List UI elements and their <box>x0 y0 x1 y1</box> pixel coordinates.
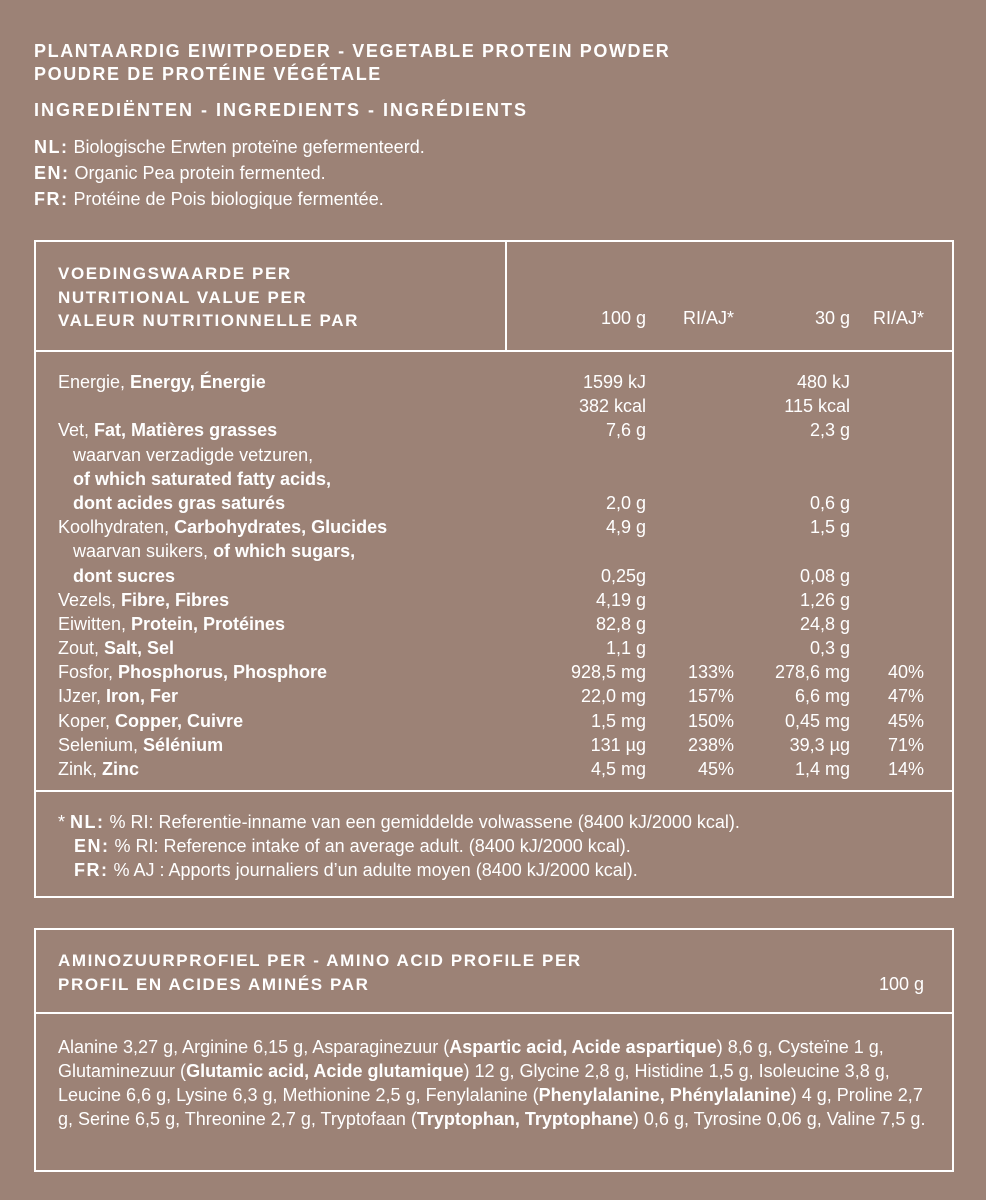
ingredient-text-nl: Biologische Erwten proteïne gefermenteerd. <box>68 137 425 157</box>
product-title-fr: POUDRE DE PROTÉINE VÉGÉTALE <box>34 64 382 84</box>
product-title: PLANTAARDIG EIWITPOEDER - VEGETABLE PROTEIN POWDER <box>34 41 671 61</box>
value-100g: 0,25g <box>600 565 646 586</box>
value-30g: 1,4 mg <box>794 759 850 779</box>
nutrient-name-nl: IJzer, <box>58 686 107 707</box>
value-30g: 0,08 g <box>799 565 850 586</box>
nutrition-title-fr: VALEUR NUTRITIONNELLE PAR <box>58 311 359 330</box>
footnote-lang-nl: NL: <box>70 812 105 832</box>
nutrient-label <box>73 539 355 563</box>
value-30g: 2,3 g <box>809 420 850 441</box>
ri-30g: 14% <box>887 759 924 779</box>
nutrient-name-en-fr: Protein, Protéines <box>131 613 286 634</box>
nutrient-name-en-fr: Iron, Fer <box>106 686 179 707</box>
nutrition-row <box>36 515 952 539</box>
value-30g: 0,45 mg <box>784 710 850 731</box>
value-30g: 115 kcal <box>784 396 850 417</box>
nutrient-name-nl: Vet, <box>58 420 95 441</box>
col-30g: 30 g <box>814 308 850 328</box>
nutrient-label <box>58 370 266 394</box>
amino-text-segment: ) 0,6 g, Tyrosine 0,06 g, Valine 7,5 g. <box>632 1109 926 1129</box>
value-30g: 1,26 g <box>799 589 850 610</box>
lang-code-nl: NL: <box>34 137 69 157</box>
nutrition-table <box>34 240 954 898</box>
ingredient-text-fr: Protéine de Pois biologique fermentée. <box>68 189 384 209</box>
value-100g: 4,19 g <box>595 589 646 610</box>
value-100g: 1,5 mg <box>590 710 646 731</box>
amino-text-segment: ) 4 g, Proline 2,7 g, Serine 6,5 g, Threonine 2,7 g, Tryptofaan ( <box>58 1085 923 1129</box>
nutrient-name-en-fr: Copper, Cuivre <box>115 710 244 731</box>
ingredients-heading: INGREDIËNTEN - INGREDIENTS - INGRÉDIENTS <box>34 100 529 120</box>
nutrition-row <box>36 564 952 588</box>
value-30g: 0,3 g <box>809 638 850 659</box>
ri-100g: 157% <box>687 686 734 707</box>
nutrient-name-nl: waarvan suikers, <box>73 541 214 562</box>
nutrient-label <box>73 491 285 515</box>
value-30g: 480 kJ <box>796 372 850 392</box>
nutrition-row <box>36 709 952 733</box>
nutrition-row <box>36 588 952 612</box>
ri-30g: 71% <box>887 734 924 755</box>
footnote-text-fr: % AJ : Apports journaliers d’un adulte moyen (8400 kJ/2000 kcal). <box>108 860 638 880</box>
ri-30g: 45% <box>887 710 924 731</box>
nutrition-row <box>36 612 952 636</box>
value-100g: 1,1 g <box>605 638 646 659</box>
ri-30g: 47% <box>887 686 924 707</box>
nutrient-name-en-fr: Zinc <box>102 759 140 779</box>
amino-acid-list <box>58 1035 938 1131</box>
nutrient-label <box>58 612 285 636</box>
nutrient-name-nl: Eiwitten, <box>58 613 132 634</box>
footnote-lang-fr: FR: <box>74 860 109 880</box>
nutrient-name-en-fr: Salt, Sel <box>104 638 175 659</box>
ingredient-en <box>34 160 954 186</box>
col-100g: 100 g <box>600 308 646 328</box>
nutrition-title <box>58 262 359 333</box>
nutrition-title-en: NUTRITIONAL VALUE PER <box>58 287 308 307</box>
footnote-fr <box>74 858 638 882</box>
nutrition-row <box>36 418 952 442</box>
value-30g: 1,5 g <box>809 517 850 538</box>
nutrient-name-nl: Zout, <box>58 638 105 659</box>
value-100g: 22,0 mg <box>580 686 646 707</box>
amino-unit: 100 g <box>878 974 924 994</box>
value-100g: 382 kcal <box>578 396 646 417</box>
amino-name-en-fr: Tryptophan, Tryptophane <box>416 1109 633 1129</box>
ingredient-fr <box>34 186 954 212</box>
nutrient-name-nl: Fosfor, <box>58 662 119 683</box>
nutrient-label <box>58 709 243 733</box>
amino-table-header <box>36 930 952 1014</box>
value-30g: 0,6 g <box>809 492 850 513</box>
nutrient-name-nl: Koper, <box>58 710 116 731</box>
footnote-text-nl: % RI: Referentie-inname van een gemiddelde volwassene (8400 kJ/2000 kcal). <box>104 812 740 832</box>
nutrition-row <box>36 370 952 394</box>
nutrient-label <box>58 636 174 660</box>
value-100g: 7,6 g <box>605 420 646 441</box>
lang-code-fr: FR: <box>34 189 69 209</box>
value-30g: 39,3 µg <box>789 734 850 755</box>
value-30g: 6,6 mg <box>794 686 850 707</box>
nutrient-label <box>73 443 313 467</box>
ri-100g: 133% <box>687 662 734 683</box>
nutrient-name-en-fr: of which sugars, <box>213 541 356 562</box>
value-100g: 82,8 g <box>595 613 646 634</box>
footnote-text-en: % RI: Reference intake of an average adult. (8400 kJ/2000 kcal). <box>109 836 631 856</box>
nutrient-label <box>58 418 277 442</box>
amino-title-line2: PROFIL EN ACIDES AMINÉS PAR <box>58 975 370 994</box>
value-100g: 2,0 g <box>605 492 646 513</box>
header-divider <box>505 242 507 350</box>
nutrient-name-en-fr: dont sucres <box>73 565 176 586</box>
label-header <box>34 40 954 212</box>
nutrient-name-nl: waarvan verzadigde vetzuren, <box>73 444 314 465</box>
nutrient-label <box>58 684 178 708</box>
nutrient-label <box>58 757 139 781</box>
nutrient-name-nl: Zink, <box>58 759 103 779</box>
nutrient-name-en-fr: Energy, Énergie <box>130 372 266 392</box>
ri-30g: 40% <box>887 662 924 683</box>
amino-title <box>58 949 582 997</box>
nutrition-footnotes <box>36 790 952 898</box>
nutrition-title-nl: VOEDINGSWAARDE PER <box>58 264 292 283</box>
nutrition-row <box>36 394 952 418</box>
nutrition-row <box>36 636 952 660</box>
amino-title-line1: AMINOZUURPROFIEL PER - AMINO ACID PROFILE PER <box>58 951 582 970</box>
ri-100g: 238% <box>687 734 734 755</box>
nutrition-row <box>36 539 952 563</box>
nutrient-name-nl: Vezels, <box>58 589 122 610</box>
value-100g: 4,5 mg <box>590 759 646 779</box>
amino-text-segment: ) 12 g, Glycine 2,8 g, Histidine 1,5 g, Isoleucine 3,8 g, Leucine 6,6 g, Lysine 6,3 g, Methionine 2,5 g, Fenylalanine ( <box>58 1061 890 1105</box>
footnote-nl <box>58 810 740 834</box>
nutrition-row <box>36 467 952 491</box>
nutrition-row <box>36 684 952 708</box>
nutrient-name-nl: Selenium, <box>58 734 144 755</box>
amino-name-en-fr: Glutamic acid, Acide glutamique <box>186 1061 464 1081</box>
nutrient-label <box>73 564 175 588</box>
nutrient-label <box>58 515 387 539</box>
ingredient-text-en: Organic Pea protein fermented. <box>69 163 326 183</box>
nutrient-label <box>58 733 223 757</box>
nutrient-name-en-fr: Phosphorus, Phosphore <box>118 662 328 683</box>
col-ri-100g: RI/AJ* <box>682 308 734 328</box>
value-100g: 131 µg <box>590 734 646 755</box>
amino-acid-table <box>34 928 954 1172</box>
nutrient-name-en-fr: of which saturated fatty acids, <box>73 468 332 489</box>
lang-code-en: EN: <box>34 163 70 183</box>
nutrient-name-nl: Koolhydraten, <box>58 517 175 538</box>
ri-100g: 45% <box>697 759 734 779</box>
nutrient-name-en-fr: Sélénium <box>143 734 224 755</box>
nutrition-row <box>36 733 952 757</box>
ingredients-list <box>34 134 954 212</box>
value-100g: 1599 kJ <box>582 372 646 392</box>
value-100g: 4,9 g <box>605 517 646 538</box>
nutrition-row <box>36 757 952 781</box>
nutrient-name-en-fr: Carbohydrates, Glucides <box>174 517 388 538</box>
nutrition-table-header <box>36 242 952 352</box>
nutrient-label <box>58 588 229 612</box>
amino-text-segment: ) 8,6 g, Cysteïne 1 g, Glutaminezuur ( <box>58 1037 884 1081</box>
nutrient-name-nl: Energie, <box>58 372 131 392</box>
nutrient-name-en-fr: Fibre, Fibres <box>121 589 230 610</box>
footnote-lang-en: EN: <box>74 836 110 856</box>
value-100g: 928,5 mg <box>570 662 646 683</box>
amino-name-en-fr: Aspartic acid, Acide aspartique <box>449 1037 717 1057</box>
value-30g: 278,6 mg <box>774 662 850 683</box>
nutrient-name-en-fr: dont acides gras saturés <box>73 492 286 513</box>
nutrition-row <box>36 660 952 684</box>
footnote-en <box>74 834 631 858</box>
nutrient-label <box>58 660 327 684</box>
value-30g: 24,8 g <box>799 613 850 634</box>
amino-name-en-fr: Phenylalanine, Phénylalanine <box>538 1085 791 1105</box>
ingredient-nl <box>34 134 954 160</box>
col-ri-30g: RI/AJ* <box>872 308 924 328</box>
nutrition-rows <box>36 370 952 781</box>
nutrient-name-en-fr: Fat, Matières grasses <box>94 420 278 441</box>
ri-100g: 150% <box>687 710 734 731</box>
amino-text-segment: Alanine 3,27 g, Arginine 6,15 g, Asparaginezuur ( <box>58 1037 450 1057</box>
nutrient-label <box>73 467 331 491</box>
footnote-asterisk: * <box>58 812 71 832</box>
nutrition-row <box>36 491 952 515</box>
nutrition-row <box>36 443 952 467</box>
